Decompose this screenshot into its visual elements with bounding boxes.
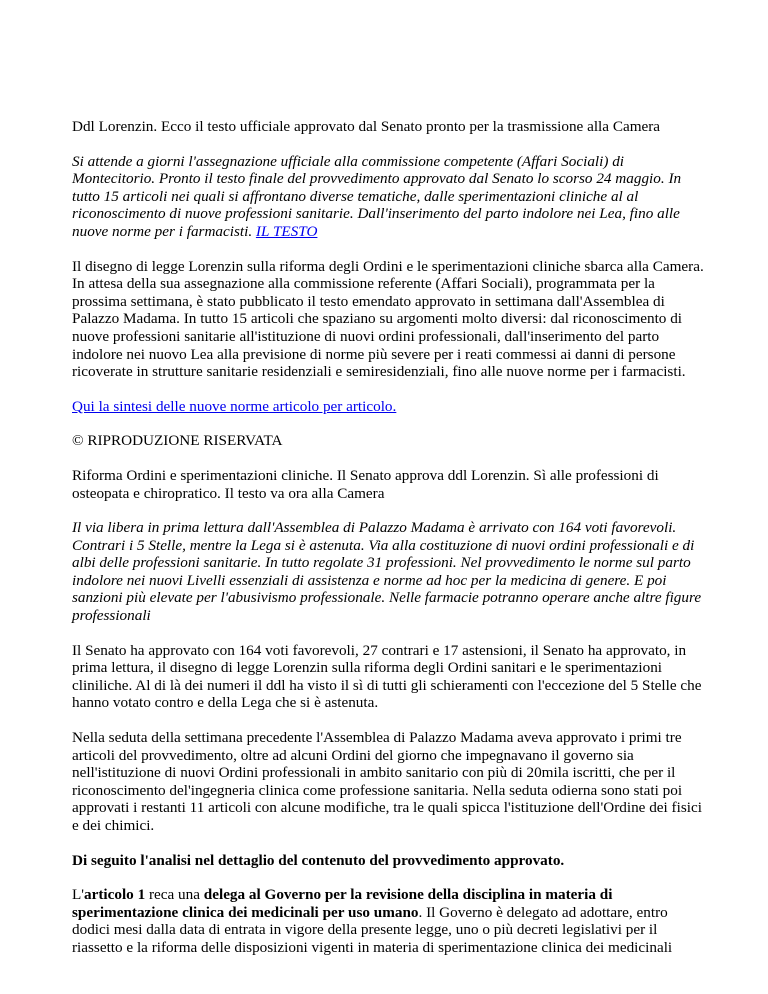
article-1-paragraph [72, 886, 708, 956]
article-body: Il disegno di legge Lorenzin sulla riforma degli Ordini e le sperimentazioni cliniche sbarca alla Camera. In attesa della sua assegnazione alla commissione referente (Affari Sociali), programmata per la prossima settimana, è stato pubblicato il testo emendato approvato in settimana dall'Assemblea di Palazzo Madama. In tutto 15 articoli che spaziano su argomenti molto diversi: dal riconoscimento di nuove professioni sanitarie all'istituzione di nuovi ordini professionali, dall'inserimento del parto indolore nei nuovo Lea alla previsione di norme più severe per i reati commessi ai danni di persone ricoverate in strutture sanitarie residenziali e semiresidenziali, fino alle nuove norme per i farmacisti. [72, 257, 704, 381]
art1-prefix: L' [72, 886, 85, 904]
art1-label: articolo 1 [84, 886, 146, 904]
article-lead-text: Si attende a giorni l'assegnazione ufficiale alla commissione competente (Affari Sociali) di Montecitorio. Pronto il testo finale del provvedimento approvato dal Senato lo scorso 24 maggio. In tutto 15 articoli nei quali si affrontano diverse tematiche, dalle sperimentazioni cliniche al al riconoscimento di nuove professioni sanitarie. Dall'inserimento del parto indolore nei Lea, fino alle nuove norme per i farmacisti. [72, 152, 682, 240]
copyright-notice: © RIPRODUZIONE RISERVATA [72, 432, 283, 450]
article-title: Riforma Ordini e sperimentazioni cliniche. Il Senato approva ddl Lorenzin. Sì alle professioni di osteopata e chiropratico. Il testo va ora alla Camera [72, 466, 659, 502]
article-paragraph: Il Senato ha approvato con 164 voti favorevoli, 27 contrari e 17 astensioni, il Senato ha approvato, in prima lettura, il disegno di legge Lorenzin sulla riforma degli Ordini sanitari e le sperimentazioni cliniliche. Al di là dei numeri il ddl ha visto il sì di tutti gli schieramenti con l'eccezione del 5 Stelle che hanno votato contro e della Lega che si è astenuta. [72, 641, 702, 712]
article-lead: Il via libera in prima lettura dall'Assemblea di Palazzo Madama è arrivato con 164 voti favorevoli. Contrari i 5 Stelle, mentre la Lega si è astenuta. Via alla costituzione di nuovi ordini professionali e di albi delle professioni sanitarie. In tutto regolate 31 professioni. Nel provvedimento le norme sul parto indolore nei nuovi Livelli essenziali di assistenza e norme ad hoc per la medicina di genere. E poi sanzioni più elevate per l'abusivismo professionale. Nelle farmacie potranno operare anche altre figure professionali [72, 519, 702, 625]
article-paragraph: Nella seduta della settimana precedente l'Assemblea di Palazzo Madama aveva approvato i primi tre articoli del provvedimento, oltre ad alcuni Ordini del giorno che impegnavano il governo sia nell'istituzione di nuovi Ordini professionali in ambito sanitario con più di 20mila iscritti, che per il riconoscimento del'ingegneria clinica come professione sanitaria. Nella seduta odierna sono stati poi approvati i restanti 11 articoli con alcune modifiche, tra le quali spicca l'istituzione dell'Ordine dei fisici e dei chimici. [72, 729, 702, 834]
summary-paragraph [72, 398, 708, 416]
art1-rest: . Il Governo è delegato ad adottare, entro dodici mesi dalla data di entrata in vigore della presente legge, uno o più decreti legislativi per il riassetto e la riforma delle disposizioni vigenti in materia di sperimentazione clinica dei medicinali [72, 903, 673, 956]
document-page [72, 118, 708, 974]
article-title: Ddl Lorenzin. Ecco il testo ufficiale approvato dal Senato pronto per la trasmissione alla Camera [72, 118, 661, 135]
analysis-heading [72, 852, 708, 870]
art1-mid: reca una [145, 886, 204, 904]
summary-link[interactable]: Qui la sintesi delle nuove norme articolo per articolo. [72, 397, 397, 415]
art1-delega: delega al Governo per la revisione della disciplina in materia di sperimentazione clinica dei medicinali per uso umano [72, 886, 613, 921]
full-text-link[interactable]: IL TESTO [255, 222, 318, 240]
article-lead [72, 153, 708, 241]
analysis-heading-text: Di seguito l'analisi nel dettaglio del contenuto del provvedimento approvato. [72, 851, 565, 869]
